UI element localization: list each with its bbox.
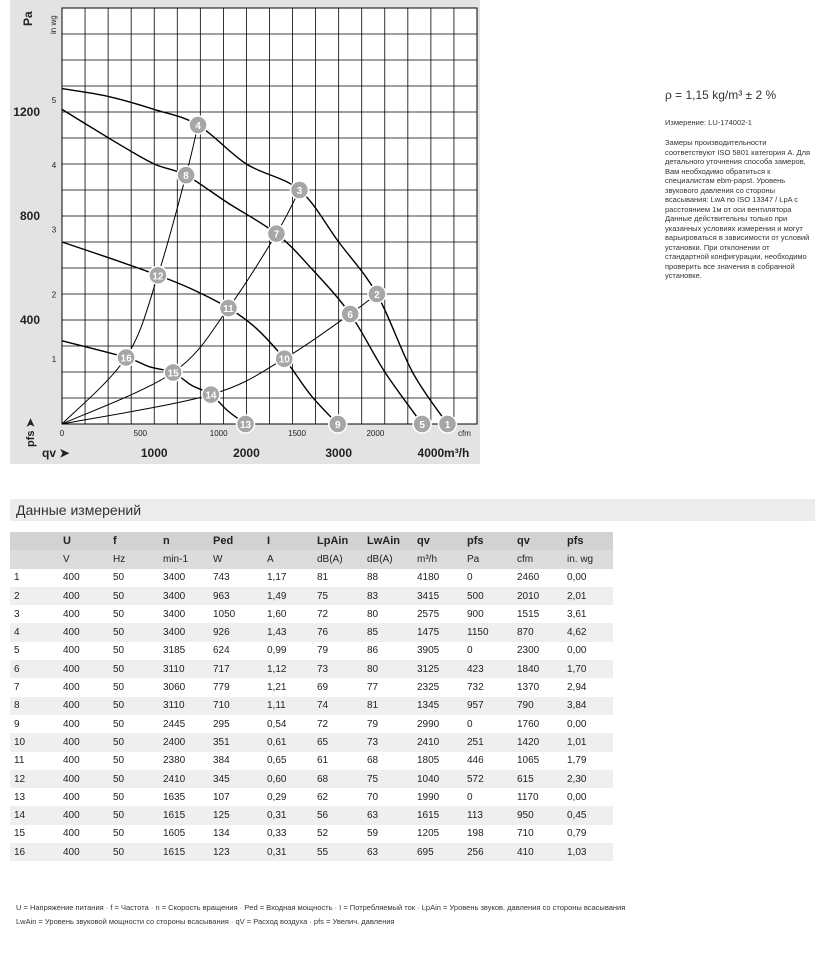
table-cell: 400 (59, 697, 109, 715)
table-units-row (10, 550, 613, 568)
table-cell: 400 (59, 587, 109, 605)
table-cell: 743 (209, 569, 263, 587)
operating-point-label: 13 (239, 420, 252, 431)
table-row (10, 788, 613, 806)
table-cell: 1 (10, 569, 59, 587)
table-cell: 13 (10, 788, 59, 806)
header-cell: qv (413, 532, 463, 550)
table-cell: 11 (10, 752, 59, 770)
table-cell: 926 (209, 623, 263, 641)
table-row (10, 770, 613, 788)
operating-point-label: 3 (296, 186, 303, 197)
table-row (10, 587, 613, 605)
table-cell: 1,17 (263, 569, 313, 587)
table-cell: 62 (313, 788, 363, 806)
table-cell: 7 (10, 678, 59, 696)
y-tick-label-inwg: 3 (51, 225, 57, 235)
operating-point-label: 12 (152, 271, 164, 283)
table-cell: 85 (363, 623, 413, 641)
table-cell: 10 (10, 733, 59, 751)
table-cell: 50 (109, 715, 159, 733)
table-cell: 572 (463, 770, 513, 788)
fan-curve-chart (0, 0, 480, 468)
table-cell: 957 (463, 697, 513, 715)
unit-cell: dB(A) (313, 550, 363, 568)
x-tick-label-m3h: 2000 (233, 446, 260, 460)
table-cell: 3400 (159, 569, 209, 587)
table-cell: 1,43 (263, 623, 313, 641)
table-cell: 624 (209, 642, 263, 660)
table-cell: 83 (363, 587, 413, 605)
table-cell: 256 (463, 843, 513, 861)
table-cell: 0,45 (563, 806, 613, 824)
measurement-id: Измерение: LU-174002-1 (665, 118, 752, 127)
table-cell: 3060 (159, 678, 209, 696)
table-cell: 2,94 (563, 678, 613, 696)
table-cell: 717 (209, 660, 263, 678)
x-tick-label-m3h: 3000 (325, 446, 353, 460)
x-tick-label-cfm: 500 (133, 429, 148, 438)
table-cell: 1615 (159, 843, 209, 861)
table-cell: 400 (59, 733, 109, 751)
table-cell: 125 (209, 806, 263, 824)
table-cell: 0,00 (563, 642, 613, 660)
table-cell: 870 (513, 623, 563, 641)
table-cell: 2460 (513, 569, 563, 587)
table-cell: 50 (109, 623, 159, 641)
table-cell: 50 (109, 843, 159, 861)
air-density-note: ρ = 1,15 kg/m³ ± 2 % (665, 88, 777, 102)
table-cell: 3125 (413, 660, 463, 678)
table-cell: 50 (109, 806, 159, 824)
x-axis-label: qv ➤ (42, 446, 70, 460)
unit-cell: V (59, 550, 109, 568)
table-cell: 113 (463, 806, 513, 824)
table-cell: 2,30 (563, 770, 613, 788)
x-tick-label-m3h: 1000 (140, 446, 168, 460)
table-cell: 79 (313, 642, 363, 660)
table-row (10, 733, 613, 751)
table-cell: 1,03 (563, 843, 613, 861)
table-cell: 50 (109, 587, 159, 605)
table-cell: 55 (313, 843, 363, 861)
table-row (10, 605, 613, 623)
table-cell: 963 (209, 587, 263, 605)
table-cell: 0,33 (263, 825, 313, 843)
y-tick-label-pa: 400 (19, 313, 40, 327)
table-cell: 63 (363, 843, 413, 861)
table-cell: 2380 (159, 752, 209, 770)
table-cell: 1990 (413, 788, 463, 806)
table-cell: 3,61 (563, 605, 613, 623)
header-cell: U (59, 532, 109, 550)
header-cell: pfs (463, 532, 513, 550)
table-cell: 410 (513, 843, 563, 861)
table-cell: 72 (313, 605, 363, 623)
header-cell (10, 532, 59, 550)
table-cell: 2 (10, 587, 59, 605)
operating-point-label: 10 (278, 354, 290, 366)
unit-cell: m³/h (413, 550, 463, 568)
table-cell: 12 (10, 770, 59, 788)
table-cell: 2990 (413, 715, 463, 733)
table-cell: 2325 (413, 678, 463, 696)
table-cell: 50 (109, 733, 159, 751)
table-cell: 779 (209, 678, 263, 696)
table-cell: 384 (209, 752, 263, 770)
header-cell: qv (513, 532, 563, 550)
unit-cell: cfm (513, 550, 563, 568)
table-cell: 68 (363, 752, 413, 770)
y-axis-label-pa: Pa (21, 11, 35, 26)
table-cell: 3185 (159, 642, 209, 660)
unit-cell (10, 550, 59, 568)
table-cell: 2,01 (563, 587, 613, 605)
table-cell: 400 (59, 569, 109, 587)
header-cell: LpAin (313, 532, 363, 550)
table-cell: 72 (313, 715, 363, 733)
table-cell: 3415 (413, 587, 463, 605)
y-tick-label-inwg: 5 (51, 96, 57, 106)
operating-point-label: 16 (120, 353, 132, 365)
table-cell: 2445 (159, 715, 209, 733)
table-cell: 50 (109, 678, 159, 696)
table-cell: 6 (10, 660, 59, 678)
table-cell: 0,54 (263, 715, 313, 733)
table-row (10, 678, 613, 696)
table-cell: 0 (463, 642, 513, 660)
operating-point-label: 14 (205, 390, 217, 402)
table-cell: 74 (313, 697, 363, 715)
table-cell: 0,65 (263, 752, 313, 770)
table-cell: 50 (109, 660, 159, 678)
table-cell: 400 (59, 806, 109, 824)
section-title: Данные измерений (10, 499, 815, 521)
table-cell: 900 (463, 605, 513, 623)
table-cell: 88 (363, 569, 413, 587)
table-cell: 400 (59, 788, 109, 806)
table-cell: 75 (313, 587, 363, 605)
table-cell: 16 (10, 843, 59, 861)
table-cell: 8 (10, 697, 59, 715)
table-cell: 1065 (513, 752, 563, 770)
table-cell: 1170 (513, 788, 563, 806)
table-cell: 56 (313, 806, 363, 824)
operating-point-label: 2 (374, 290, 380, 301)
chart-svg (0, 0, 480, 468)
table-row (10, 843, 613, 861)
table-cell: 400 (59, 715, 109, 733)
table-cell: 3400 (159, 623, 209, 641)
table-cell: 732 (463, 678, 513, 696)
table-cell: 0 (463, 569, 513, 587)
operating-point-label: 4 (195, 121, 201, 132)
operating-point-label: 9 (334, 420, 341, 431)
table-cell: 1,70 (563, 660, 613, 678)
table-cell: 400 (59, 825, 109, 843)
table-cell: 345 (209, 770, 263, 788)
table-cell: 2300 (513, 642, 563, 660)
table-cell: 0,99 (263, 642, 313, 660)
table-cell: 0,29 (263, 788, 313, 806)
table-cell: 3110 (159, 660, 209, 678)
x-axis-label-cfm: cfm (458, 429, 471, 438)
table-cell: 61 (313, 752, 363, 770)
table-row (10, 569, 613, 587)
table-cell: 134 (209, 825, 263, 843)
unit-cell: W (209, 550, 263, 568)
operating-point-label: 8 (183, 171, 189, 183)
table-cell: 70 (363, 788, 413, 806)
table-cell: 5 (10, 642, 59, 660)
table-row (10, 825, 613, 843)
legend-line-2: LwAin = Уровень звуковой мощности со стороны всасывания · qV = Расход воздуха · pfs = Увелич. давления (16, 917, 395, 926)
table-cell: 0,61 (263, 733, 313, 751)
table-row (10, 752, 613, 770)
table-cell: 1635 (159, 788, 209, 806)
table-cell: 50 (109, 642, 159, 660)
table-row (10, 660, 613, 678)
table-cell: 76 (313, 623, 363, 641)
table-cell: 400 (59, 770, 109, 788)
table-cell: 1040 (413, 770, 463, 788)
unit-cell: Hz (109, 550, 159, 568)
table-cell: 1205 (413, 825, 463, 843)
table-cell: 3,84 (563, 697, 613, 715)
table-cell: 73 (313, 660, 363, 678)
table-cell: 1605 (159, 825, 209, 843)
table-cell: 3905 (413, 642, 463, 660)
table-cell: 50 (109, 788, 159, 806)
table-cell: 4,62 (563, 623, 613, 641)
table-cell: 2010 (513, 587, 563, 605)
table-cell: 80 (363, 660, 413, 678)
unit-cell: Pa (463, 550, 513, 568)
operating-point-label: 11 (223, 304, 234, 316)
table-cell: 75 (363, 770, 413, 788)
table-cell: 69 (313, 678, 363, 696)
table-cell: 1,21 (263, 678, 313, 696)
table-cell: 2410 (413, 733, 463, 751)
table-cell: 0,00 (563, 715, 613, 733)
table-cell: 0,00 (563, 569, 613, 587)
table-cell: 2410 (159, 770, 209, 788)
table-cell: 2575 (413, 605, 463, 623)
table-cell: 400 (59, 605, 109, 623)
table-cell: 500 (463, 587, 513, 605)
table-cell: 1,79 (563, 752, 613, 770)
legend-line-1: U = Напряжение питания · f = Частота · n = Скорость вращения · Ped = Входная мощность · I = Потребляемый ток · LpAin = Уровень звуков. давления со стороны всасывания (16, 903, 626, 912)
x-tick-label-cfm: 2000 (366, 429, 385, 438)
table-cell: 198 (463, 825, 513, 843)
y-tick-label-pa: 1200 (13, 105, 40, 119)
unit-cell: A (263, 550, 313, 568)
table-cell: 1840 (513, 660, 563, 678)
y-tick-label-inwg: 4 (51, 160, 57, 170)
table-cell: 950 (513, 806, 563, 824)
table-cell: 1615 (413, 806, 463, 824)
header-cell: n (159, 532, 209, 550)
table-cell: 1,60 (263, 605, 313, 623)
table-cell: 1615 (159, 806, 209, 824)
header-cell: Ped (209, 532, 263, 550)
table-cell: 65 (313, 733, 363, 751)
table-cell: 50 (109, 569, 159, 587)
table-cell: 14 (10, 806, 59, 824)
header-cell: f (109, 532, 159, 550)
y-tick-label-pa: 800 (19, 209, 40, 223)
table-cell: 63 (363, 806, 413, 824)
table-cell: 50 (109, 770, 159, 788)
table-cell: 73 (363, 733, 413, 751)
table-cell: 251 (463, 733, 513, 751)
operating-point-label: 7 (273, 229, 280, 241)
table-cell: 1,49 (263, 587, 313, 605)
table-cell: 77 (363, 678, 413, 696)
table-cell: 50 (109, 605, 159, 623)
table-cell: 59 (363, 825, 413, 843)
table-cell: 1370 (513, 678, 563, 696)
table-cell: 9 (10, 715, 59, 733)
operating-point-label: 5 (419, 420, 425, 431)
table-cell: 695 (413, 843, 463, 861)
table-cell: 81 (313, 569, 363, 587)
table-row (10, 697, 613, 715)
table-cell: 1760 (513, 715, 563, 733)
table-cell: 79 (363, 715, 413, 733)
table-cell: 1150 (463, 623, 513, 641)
table-cell: 0,31 (263, 843, 313, 861)
table-cell: 50 (109, 697, 159, 715)
table-cell: 1805 (413, 752, 463, 770)
table-body (10, 569, 613, 862)
table-cell: 400 (59, 843, 109, 861)
table-cell: 3 (10, 605, 59, 623)
unit-cell: in. wg (563, 550, 613, 568)
table-cell: 81 (363, 697, 413, 715)
x-tick-label-cfm: 1500 (288, 429, 306, 438)
table-cell: 295 (209, 715, 263, 733)
table-cell: 0 (463, 788, 513, 806)
y-tick-label-inwg: 2 (51, 290, 57, 300)
table-row (10, 642, 613, 660)
operating-point-label: 15 (167, 368, 179, 380)
table-cell: 52 (313, 825, 363, 843)
table-cell: 107 (209, 788, 263, 806)
table-cell: 400 (59, 623, 109, 641)
table-cell: 400 (59, 660, 109, 678)
table-cell: 50 (109, 825, 159, 843)
x-tick-label-cfm: 0 (59, 429, 65, 438)
table-cell: 15 (10, 825, 59, 843)
table-cell: 1475 (413, 623, 463, 641)
table-cell: 400 (59, 678, 109, 696)
table-cell: 423 (463, 660, 513, 678)
x-tick-label-cfm: 1000 (209, 429, 228, 438)
table-cell: 790 (513, 697, 563, 715)
operating-point-label: 1 (444, 420, 451, 431)
table-cell: 80 (363, 605, 413, 623)
table-cell: 4 (10, 623, 59, 641)
table-cell: 3110 (159, 697, 209, 715)
table-row (10, 623, 613, 641)
operating-point-label: 6 (347, 310, 353, 322)
table-cell: 0,60 (263, 770, 313, 788)
table-cell: 710 (513, 825, 563, 843)
table-header-row (10, 532, 613, 550)
table-cell: 1,01 (563, 733, 613, 751)
table-cell: 123 (209, 843, 263, 861)
measurement-table (10, 532, 613, 861)
header-cell: LwAin (363, 532, 413, 550)
table-cell: 50 (109, 752, 159, 770)
table-row (10, 715, 613, 733)
x-axis-unit: m³/h (444, 446, 470, 460)
table-cell: 2400 (159, 733, 209, 751)
table-cell: 400 (59, 752, 109, 770)
table-cell: 3400 (159, 605, 209, 623)
y-axis-label-inwg: in wg (49, 15, 58, 34)
table-cell: 0 (463, 715, 513, 733)
table-cell: 351 (209, 733, 263, 751)
unit-cell: dB(A) (363, 550, 413, 568)
pfs-axis-label: pfs ➤ (25, 418, 37, 447)
unit-cell: min-1 (159, 550, 209, 568)
table-cell: 1050 (209, 605, 263, 623)
table-cell: 615 (513, 770, 563, 788)
table-cell: 1345 (413, 697, 463, 715)
table-cell: 0,79 (563, 825, 613, 843)
x-tick-label-m3h: 4000 (417, 446, 445, 460)
table-cell: 3400 (159, 587, 209, 605)
header-cell: pfs (563, 532, 613, 550)
table-cell: 1,11 (263, 697, 313, 715)
table-cell: 446 (463, 752, 513, 770)
table-cell: 4180 (413, 569, 463, 587)
table-cell: 400 (59, 642, 109, 660)
table-row (10, 806, 613, 824)
table-cell: 68 (313, 770, 363, 788)
y-tick-label-inwg: 1 (51, 355, 57, 365)
table-cell: 1,12 (263, 660, 313, 678)
table-cell: 86 (363, 642, 413, 660)
table-cell: 1515 (513, 605, 563, 623)
header-cell: I (263, 532, 313, 550)
table-cell: 710 (209, 697, 263, 715)
table-cell: 0,00 (563, 788, 613, 806)
measurement-note: Замеры производительности соответствуют ISO 5801 категория A. Для детального уточнения способа замеров, Вам необходимо обратиться к специалистам ebm-papst. Уровень звукового давления со стороны всасывания: LwA по ISO 13347 / LpA с расстоянием 1м от оси вентилятора Данные действительны только при указанных условиях измерения и могут варьироваться в зависимости от условий установки. При отклонении от стандартной конфигурации, необходимо проверить все значения в собранной установке. (665, 138, 811, 280)
table-cell: 0,31 (263, 806, 313, 824)
table-cell: 1420 (513, 733, 563, 751)
